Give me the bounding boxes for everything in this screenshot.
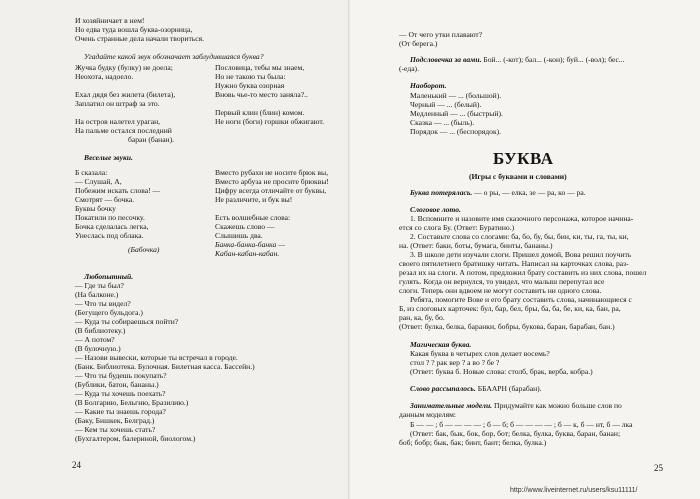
sounds-col2-line: Слышишь два.	[215, 231, 263, 240]
poem-top-line-3: Очень странные дела начали твориться.	[75, 34, 205, 43]
models-text: Придумайте как можно больше слов по	[493, 401, 622, 410]
sounds-heading: Веселые звуки.	[84, 153, 133, 162]
section-title: БУКВА	[493, 149, 554, 168]
lost-label: Буква потерялась.	[410, 188, 473, 197]
reverse-line: Маленький — ... (большой).	[410, 91, 502, 100]
sounds-col1-line: Побежим искать слова! —	[75, 186, 161, 195]
right-page	[350, 0, 700, 499]
curious-line: — Что ты видел?	[75, 299, 131, 308]
sounds-author: (Бабочка)	[128, 245, 160, 254]
guess-col1-line: На пальме остался последний	[75, 126, 172, 135]
sounds-col1-line: Бочка сделалась легка,	[75, 222, 149, 231]
guess-col2-line: Не ноги (боги) горшки обжигают.	[215, 117, 324, 126]
sounds-col1-line: Буквы бочку	[75, 204, 116, 213]
lotto-line: ран, ка, бу, бо.	[399, 313, 445, 322]
lost-text: — о ры, — елка, зе — ра, ко — ра.	[474, 188, 586, 197]
guess-col2-line: Но не такою ты была:	[215, 72, 286, 81]
guess-col1-line: Неохота, надоело.	[75, 72, 134, 81]
reverse-line: Медленный — ... (быстрый).	[410, 109, 503, 118]
curious-line: (Бублики, батон, бананы.)	[75, 380, 159, 389]
guess-col2-line: Нужно буква озорная	[215, 81, 285, 90]
sounds-col1-line: — Слушай, А,	[75, 177, 122, 186]
models-line: данным моделям:	[399, 410, 456, 419]
lotto-line: ется со слога Бу. (Ответ: Буратино.)	[399, 223, 515, 232]
magic-line: Какая буква в четырех слов делает восемь?	[410, 349, 550, 358]
magic-line: стол ? ? рак вер ? а во ? бе ?	[410, 358, 500, 367]
poem-top-line-2: Но едва туда вошла буква-озорница,	[75, 25, 193, 34]
scatter-text: ББААРН (барабан).	[477, 384, 542, 393]
reverse-heading: Наоборот.	[410, 81, 447, 90]
models-line: боб; бобр; бык, бак; бинт, бант; белка, булка.)	[399, 438, 547, 447]
curious-line: (Бегущего бульдога.)	[75, 308, 143, 317]
sounds-col2-italic-line: Кабан-кабан-кабан.	[215, 249, 280, 258]
guess-col1-line: Жучка будку (булку) не доела;	[75, 63, 173, 72]
guess-heading: Угадайте какой звук обозначает заблудившаяся буква?	[84, 52, 264, 61]
fill-text: Бой... (-кот); бал... (-кон); буй... (-вол); бес...	[483, 55, 625, 64]
guess-col2-line: Пословица, тебы мы знаем,	[215, 63, 305, 72]
page-number-left: 24	[72, 460, 81, 470]
lotto-line: своего пятилетнего братишку читать. Написал на карточках слова, раз-	[399, 259, 629, 268]
guess-col1-last: баран (банан).	[128, 135, 175, 144]
models-label: Занимательные модели.	[410, 401, 493, 410]
poem-top-line-1: И хозяйничает в нем!	[75, 16, 145, 25]
fill-label: Подсловечка за вами.	[410, 55, 482, 64]
lotto-line: 3. В школе дети изучали слоги. Пришел домой, Вова решил поучить	[410, 250, 632, 259]
footer-url[interactable]: http://www.liveinternet.ru/users/ksu11111/	[510, 487, 638, 494]
guess-col2-line: Первый клин (блин) комом.	[215, 108, 305, 117]
lotto-line: слоги. Теперь они вдвоем не могут составить ни одного слова.	[399, 286, 602, 295]
models-row	[410, 401, 622, 410]
magic-line: (Ответ: буква б. Новые слова: столб, брак, верба, кобра.)	[410, 367, 593, 376]
curious-line: — А потом?	[75, 335, 115, 344]
sounds-col2-line: Есть волшебные слова:	[215, 213, 291, 222]
sounds-col2-line: Не различите, и бук вы!	[215, 195, 293, 204]
sounds-col1-line: Унеслась под облака.	[75, 231, 144, 240]
scatter-label: Слово рассыпалось.	[410, 384, 476, 393]
guess-col1-line: Ехал дядя без жилета (билета),	[75, 90, 176, 99]
lotto-line: 1. Вспомните и назовите имя сказочного персонажа, которое начина-	[410, 214, 634, 223]
curious-line: (Баку, Бишкек, Белград.)	[75, 416, 155, 425]
lotto-line: на. (Ответ: баки, боты, бумага, бинты, бананы.)	[399, 241, 553, 250]
lotto-line: Б, из слоговых карточек: бул, бар, бел, бры, ба, ба, бе, ки, ка, бан, ра,	[399, 304, 621, 313]
fill-line-2: (-еда).	[399, 64, 419, 73]
models-line: (Ответ: бак, бык, бок, бор, бот; белка, булка, буква, баран, банан;	[410, 429, 621, 438]
magic-heading: Магическая буква.	[410, 340, 472, 349]
sounds-col2-line: Цифру всегда отличайте от буквы,	[215, 186, 327, 195]
lost-row	[410, 188, 586, 197]
reverse-line: Сказка — ... (быль).	[410, 118, 475, 127]
curious-line: — Куда ты хочешь поехать?	[75, 389, 166, 398]
reverse-line: Черный — ... (белый).	[410, 100, 482, 109]
lotto-line: 2. Составьте слова со слогами: ба, бо, бу, бы, бин, ки, ты, га, ты, ки,	[410, 232, 629, 241]
top-line: (От берега.)	[399, 39, 438, 48]
curious-line: — Где ты был?	[75, 281, 124, 290]
curious-line: — Кем ты хочешь стать?	[75, 425, 156, 434]
curious-heading: Любопытный.	[84, 272, 134, 281]
curious-line: (Бухгалтером, балериной, биологом.)	[75, 434, 196, 443]
curious-line: — Назови вывески, которые ты встречал в городе.	[75, 353, 238, 362]
reverse-line: Порядок — ... (беспорядок).	[410, 127, 502, 136]
curious-line: (Банк. Библиотека. Булочная. Билетная касса. Бассейн.)	[75, 362, 255, 371]
curious-line: — Куда ты собираешься пойти?	[75, 317, 179, 326]
curious-line: (На балконе.)	[75, 290, 119, 299]
models-line: Б — — ; б — — — — ; б — б; б — — — — ; б — к, б — нт, б — лка	[410, 420, 633, 429]
fill-row	[410, 55, 625, 64]
sounds-col1-line: Смотрят — бочка.	[75, 195, 135, 204]
page-number-right: 25	[654, 463, 663, 473]
lotto-line: (Ответ: булка, белка, баранки, бобры, букова, баран, барабан, бан.)	[399, 322, 615, 331]
sounds-col2-line: Вместо арбуза не просите брюквы!	[215, 177, 329, 186]
guess-col2-line: Вновь чье-то место заняла?..	[215, 90, 308, 99]
sounds-col2-line: Скажешь слово —	[215, 222, 275, 231]
lotto-line: резал их на слоги. А потом, предложил брату составить из них слова, пошел	[399, 268, 647, 277]
curious-line: — Какие ты знаешь города?	[75, 407, 166, 416]
lotto-heading: Слоговое лото.	[410, 205, 461, 214]
curious-line: — Что ты будешь покупать?	[75, 371, 167, 380]
sounds-col1-line: Покатили по песочку.	[75, 213, 145, 222]
sounds-col1-line: Б сказала:	[75, 168, 108, 177]
curious-line: (В Болгарию, Бельгию, Бразилию.)	[75, 398, 189, 407]
scatter-row	[410, 384, 542, 393]
guess-col1-line: Заплатил он штраф за это.	[75, 99, 160, 108]
lotto-line: Ребята, помогите Вове и его брату составить слова, начинающиеся с	[410, 295, 632, 304]
sounds-col2-line: Вместо рубахи не носите брюк вы,	[215, 168, 329, 177]
curious-line: (В булочную.)	[75, 344, 121, 353]
sounds-col2-italic-line: Банка-банка-банка —	[215, 240, 285, 249]
lotto-line: гулять. Когда он вернулся, то увидел, что малыш перепутал все	[399, 277, 605, 286]
section-subtitle: (Игры с буквами и словами)	[469, 172, 567, 181]
curious-line: (В библиотеку.)	[75, 326, 126, 335]
guess-col1-line: На остров налетел ураган,	[75, 117, 161, 126]
top-line: — От чего утки плавают?	[399, 30, 483, 39]
